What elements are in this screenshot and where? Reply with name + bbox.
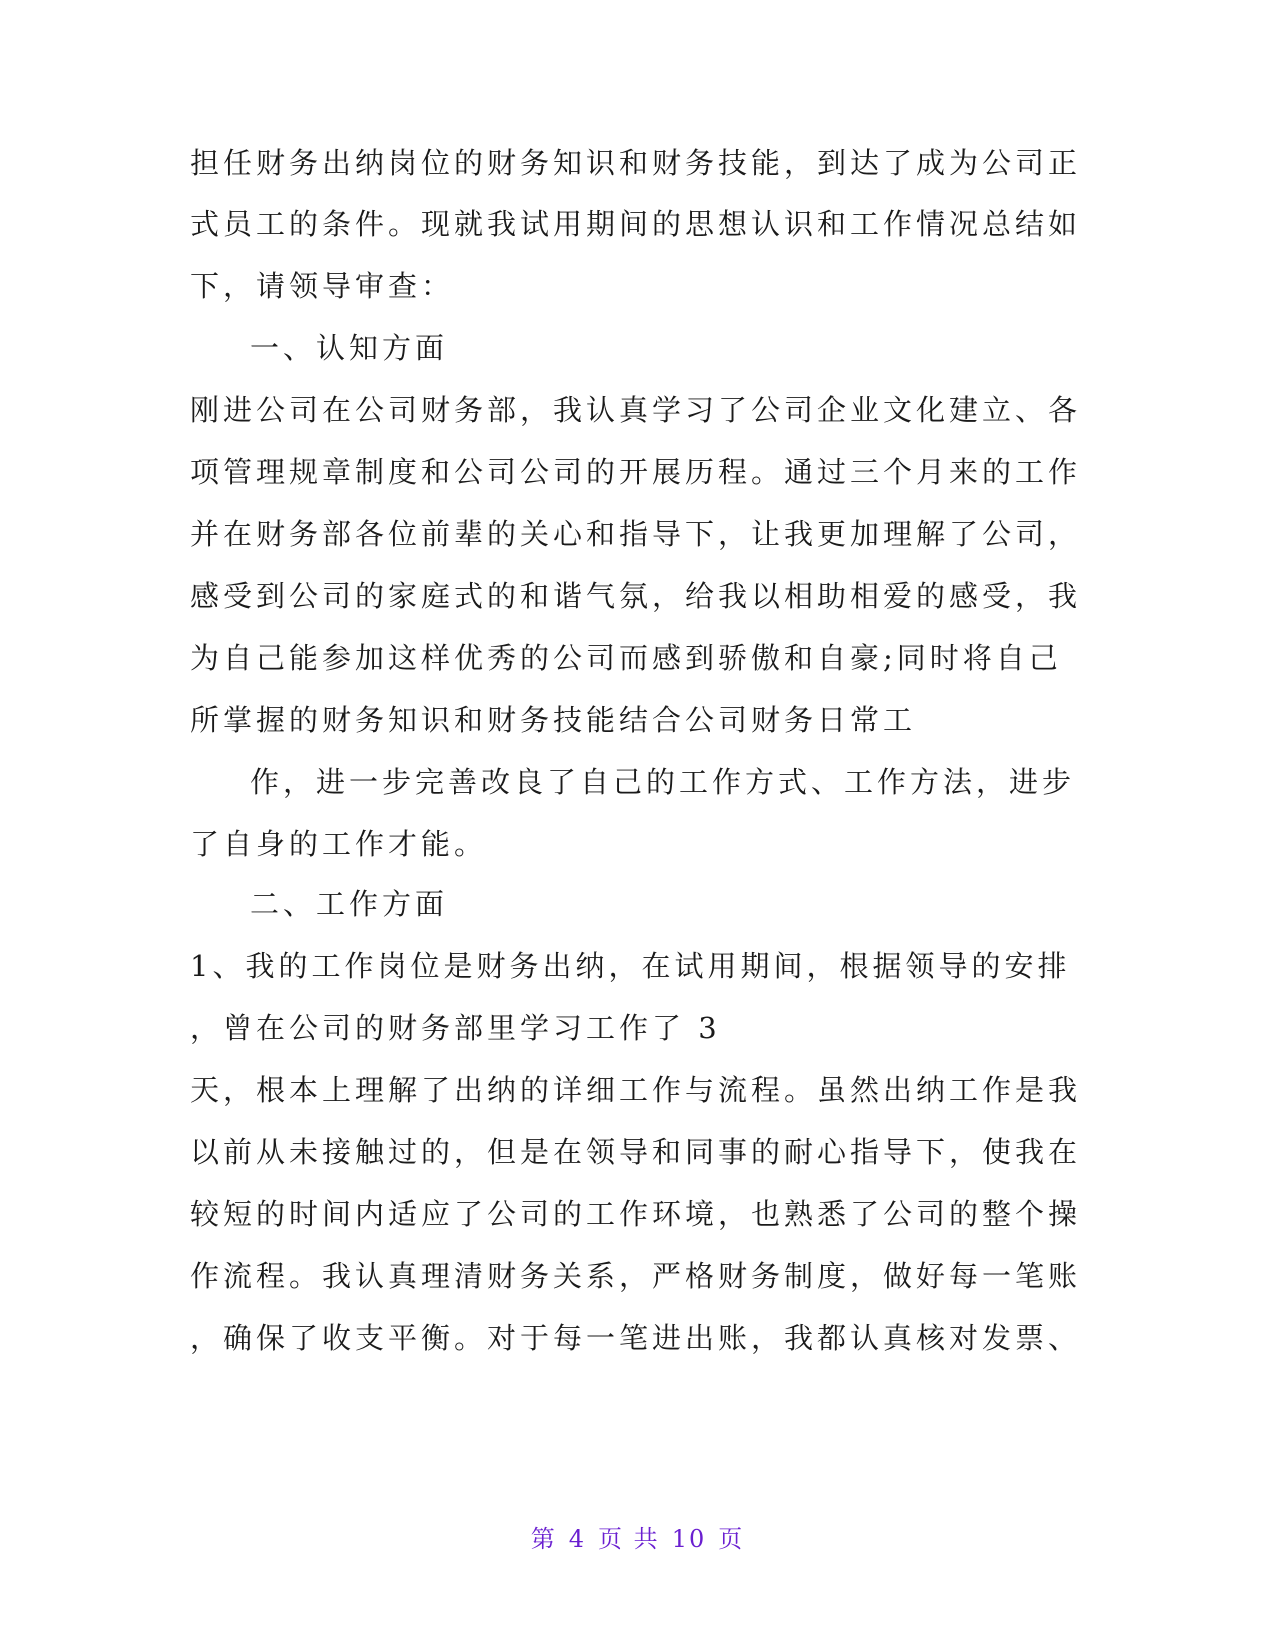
- footer-suffix: 页: [718, 1525, 745, 1553]
- text-line: 式员工的条件。现就我试用期间的思想认识和工作情况总结如: [190, 207, 1082, 241]
- text-line: 了自身的工作才能。: [190, 827, 488, 861]
- text-line: ，曾在公司的财务部里学习工作了 3: [190, 1011, 721, 1045]
- footer-prefix: 第: [530, 1525, 557, 1553]
- current-page-number: 4: [568, 1525, 587, 1553]
- text-line: 担任财务出纳岗位的财务知识和财务技能，到达了成为公司正: [190, 146, 1082, 180]
- section-heading: 二、工作方面: [250, 887, 449, 921]
- text-line: 所掌握的财务知识和财务技能结合公司财务日常工: [190, 703, 917, 737]
- text-line: 刚进公司在公司财务部，我认真学习了公司企业文化建立、各: [190, 393, 1082, 427]
- text-line: 较短的时间内适应了公司的工作环境，也熟悉了公司的整个操: [190, 1197, 1082, 1231]
- text-line: 并在财务部各位前辈的关心和指导下，让我更加理解了公司，: [190, 517, 1082, 551]
- text-line: 以前从未接触过的，但是在领导和同事的耐心指导下，使我在: [190, 1135, 1082, 1169]
- text-line: 为自己能参加这样优秀的公司而感到骄傲和自豪;同时将自己: [190, 641, 1062, 675]
- text-line: 1、我的工作岗位是财务出纳，在试用期间，根据领导的安排: [190, 949, 1071, 983]
- text-line: 天，根本上理解了出纳的详细工作与流程。虽然出纳工作是我: [190, 1073, 1082, 1107]
- section-heading: 一、认知方面: [250, 331, 449, 365]
- text-line: ，确保了收支平衡。对于每一笔进出账，我都认真核对发票、: [190, 1321, 1082, 1355]
- text-line: 下，请领导审查：: [190, 269, 455, 303]
- footer-middle: 页 共: [598, 1525, 660, 1553]
- total-pages-number: 10: [671, 1525, 707, 1553]
- text-line: 项管理规章制度和公司公司的开展历程。通过三个月来的工作: [190, 455, 1082, 489]
- text-line: 感受到公司的家庭式的和谐气氛，给我以相助相爱的感受，我: [190, 579, 1082, 613]
- text-line: 作流程。我认真理清财务关系，严格财务制度，做好每一笔账: [190, 1259, 1082, 1293]
- page-footer: [0, 1519, 1275, 1554]
- text-line: 作，进一步完善改良了自己的工作方式、工作方法，进步: [250, 765, 1076, 799]
